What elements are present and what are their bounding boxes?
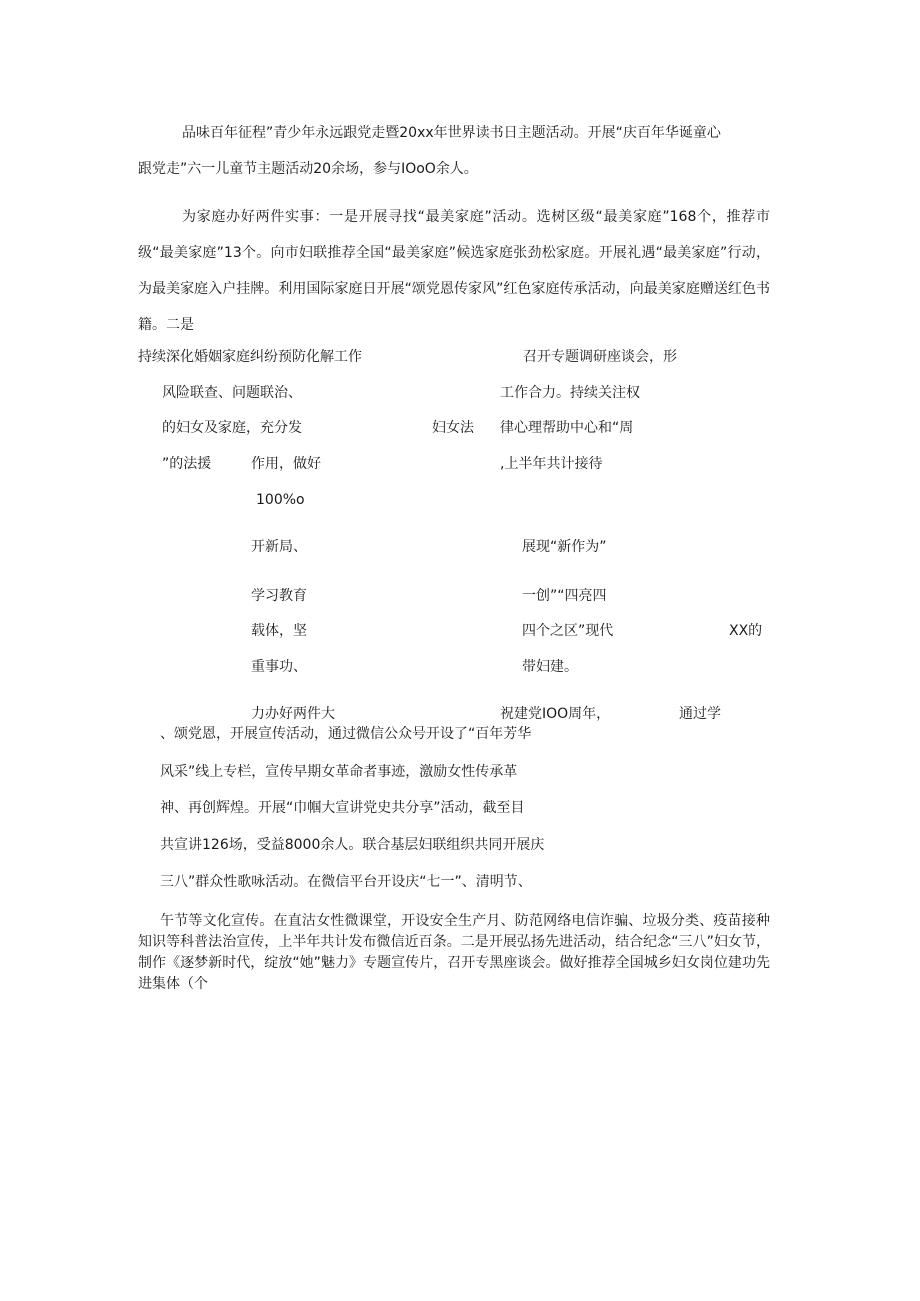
text-fragment: 祝建党IOO周年， xyxy=(500,706,611,722)
text-fragment: 作用，做好 xyxy=(251,456,321,472)
text-fragment: XX的 xyxy=(729,623,763,639)
text-fragment: 四个之区”现代 xyxy=(522,623,614,639)
text-fragment: ”的法援 xyxy=(162,456,212,472)
text-fragment: 展现“新作为” xyxy=(522,539,607,555)
text-fragment: 工作合力。持续关注权 xyxy=(500,385,640,401)
text-fragment: 载体，坚 xyxy=(251,623,307,639)
text-fragment: 重事功、 xyxy=(251,659,307,675)
text-fragment: ,上半年共计接待 xyxy=(500,456,603,472)
paragraph-line: 品味百年征程”青少年永远跟党走暨20xx年世界读书日主题活动。开展“庆百年华诞童心 xyxy=(182,125,721,141)
text-fragment: 的妇女及家庭，充分发 xyxy=(162,420,302,436)
text-fragment: 妇女法 xyxy=(432,420,474,436)
text-fragment: 神、再创辉煌。开展“巾帼大宣讲党史共分享”活动，截至目 xyxy=(160,800,525,816)
text-fragment: 三八”群众性歌咏活动。在微信平台开设庆“七一”、清明节、 xyxy=(160,874,532,890)
text-fragment: 、颂党恩，开展宣传活动，通过微信公众号开设了“百年芳华 xyxy=(160,726,532,742)
paragraph-family-affairs: 为家庭办好两件实事：一是开展寻找“最美家庭”活动。选树区级“最美家庭”168个，推荐市级“最美家庭”13个。向市妇联推荐全国“最美家庭”候选家庭张劲松家庭。开展礼遇“最美家庭”行动，为最美家庭入户挂牌。利用国际家庭日开展“颂党恩传家风”红色家庭传承活动，向最美家庭赠送红色书籍。二是 xyxy=(138,209,770,333)
text-fragment: 力办好两件大 xyxy=(251,706,335,722)
text-fragment: 召开专题调研座谈会，形 xyxy=(523,349,677,365)
text-fragment: 100%o xyxy=(256,492,305,508)
text-fragment: 一创”“四亮四 xyxy=(522,588,607,604)
text-fragment: 律心理帮助中心和“周 xyxy=(500,420,634,436)
paragraph-culture-publicity: 午节等文化宣传。在直沽女性微课堂，开设安全生产月、防范网络电信诈骗、垃圾分类、疫苗接种知识等科普法治宣传，上半年共计发布微信近百条。二是开展弘扬先进活动，结合纪念“三八”妇女节，制作《逐梦新时代，绽放“她”魅力》专题宣传片，召开专黑座谈会。做好推荐全国城乡妇女岗位建功先进集体（个 xyxy=(138,913,770,992)
text-fragment: 风采”线上专栏，宣传早期女革命者事迹，激励女性传承革 xyxy=(160,764,518,780)
text-fragment: 学习教育 xyxy=(251,588,307,604)
text-fragment: 风险联查、问题联治、 xyxy=(162,385,302,401)
paragraph-line: 跟党走”六一儿童节主题活动20余场，参与IOoO余人。 xyxy=(138,161,478,177)
text-fragment: 开新局、 xyxy=(251,539,307,555)
text-fragment: 通过学 xyxy=(679,706,721,722)
text-fragment: 共宣讲126场，受益8000余人。联合基层妇联组织共同开展庆 xyxy=(160,837,545,853)
text-fragment: 持续深化婚姻家庭纠纷预防化解工作 xyxy=(138,349,362,365)
text-fragment: 带妇建。 xyxy=(522,659,578,675)
